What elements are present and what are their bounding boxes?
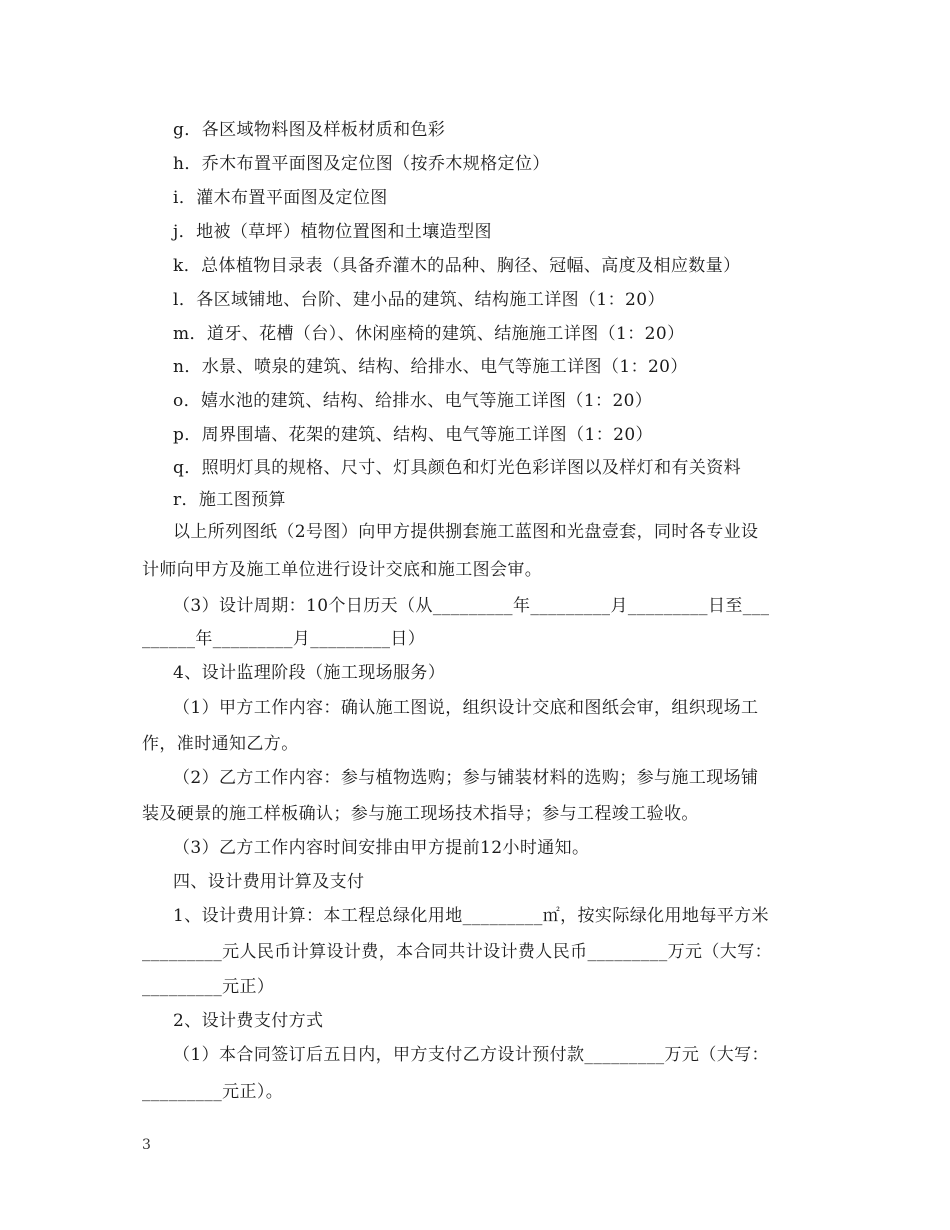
section-heading: 2、设计费支付方式 (173, 1011, 324, 1031)
text-line: （3）乙方工作内容时间安排由甲方提前12小时通知。 (173, 838, 590, 858)
text-line: _________元人民币计算设计费，本合同共计设计费人民币_________万元（大写： (142, 942, 772, 962)
text-line: （2）乙方工作内容：参与植物选购；参与铺装材料的选购；参与施工现场铺 (173, 768, 759, 788)
text-line: 以上所列图纸（2号图）向甲方提供捌套施工蓝图和光盘壹套，同时各专业设 (173, 522, 759, 542)
text-line: r．施工图预算 (173, 490, 286, 510)
text-line: （1）甲方工作内容：确认施工图说，组织设计交底和图纸会审，组织现场工 (173, 698, 759, 718)
section-heading: 4、设计监理阶段（施工现场服务） (173, 663, 446, 683)
text-line: 作，准时通知乙方。 (142, 734, 299, 754)
text-line: _________元正）。 (142, 1082, 284, 1102)
text-line: l．各区域铺地、台阶、建小品的建筑、结构施工详图（1：20） (173, 290, 665, 310)
text-line: 1、设计费用计算：本工程总绿化用地_________㎡，按实际绿化用地每平方米 (173, 906, 769, 926)
text-line: _________元正） (142, 977, 275, 997)
text-line: i．灌木布置平面图及定位图 (173, 188, 388, 208)
section-heading: 四、设计费用计算及支付 (173, 872, 365, 892)
text-line: 装及硬景的施工样板确认；参与施工现场技术指导；参与工程竣工验收。 (142, 804, 699, 824)
text-line: q．照明灯具的规格、尺寸、灯具颜色和灯光色彩详图以及样灯和有关资料 (173, 458, 742, 478)
text-line: n．水景、喷泉的建筑、结构、给排水、电气等施工详图（1：20） (173, 357, 688, 377)
text-line: （3）设计周期：10个日历天（从_________年_________月_________日至___ (173, 596, 770, 616)
page-number: 3 (142, 1137, 151, 1153)
text-line: m．道牙、花槽（台）、休闲座椅的建筑、结施施工详图（1：20） (173, 324, 685, 344)
text-line: p．周界围墙、花架的建筑、结构、电气等施工详图（1：20） (173, 425, 653, 445)
text-line: o．嬉水池的建筑、结构、给排水、电气等施工详图（1：20） (173, 391, 653, 411)
text-line: （1）本合同签订后五日内，甲方支付乙方设计预付款_________万元（大写： (173, 1045, 769, 1065)
text-line: h．乔木布置平面图及定位图（按乔木规格定位） (173, 154, 550, 174)
text-line: g．各区域物料图及样板材质和色彩 (173, 120, 446, 140)
text-line: ______年_________月_________日） (142, 629, 426, 649)
text-line: 计师向甲方及施工单位进行设计交底和施工图会审。 (142, 560, 543, 580)
text-line: j．地被（草坪）植物位置图和土壤造型图 (173, 222, 492, 242)
text-line: k．总体植物目录表（具备乔灌木的品种、胸径、冠幅、高度及相应数量） (173, 256, 741, 276)
